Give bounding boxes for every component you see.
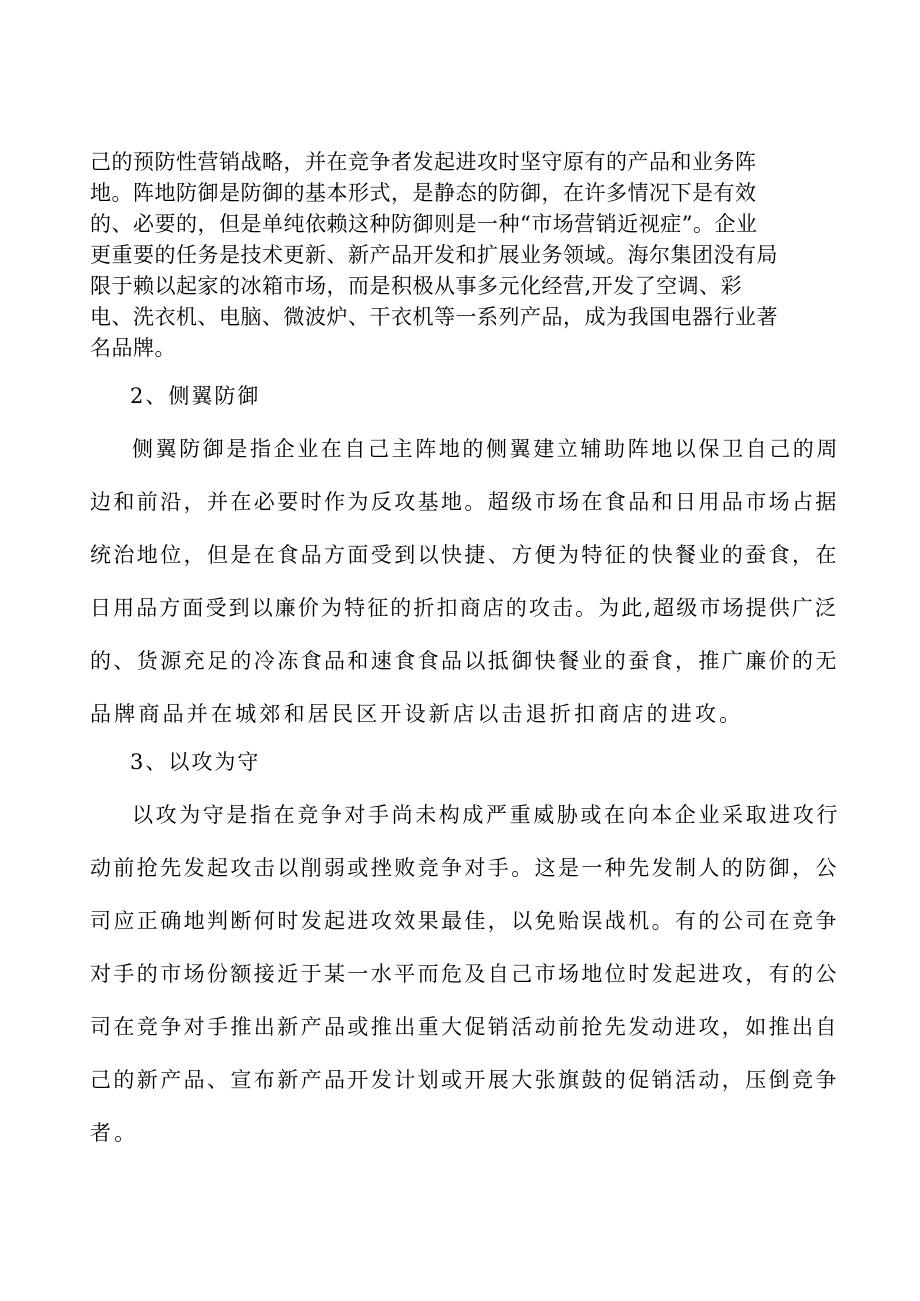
paragraph-line: 司在竞争对手推出新产品或推出重大促销活动前抢先发动进攻，如推出自 [90, 1015, 839, 1039]
paragraph-line: 名品牌。 [90, 336, 176, 360]
paragraph-line: 日用品方面受到以廉价为特征的折扣商店的攻击。为此,超级市场提供广泛 [90, 596, 838, 620]
paragraph-line: 限于赖以起家的冰箱市场，而是积极从事多元化经营,开发了空调、彩 [90, 274, 743, 298]
paragraph-line: 的、货源充足的冷冻食品和速食食品以抵御快餐业的蚕食，推广廉价的无 [90, 649, 839, 673]
paragraph-line: 更重要的任务是技术更新、新产品开发和扩展业务领域。海尔集团没有局 [90, 243, 778, 267]
paragraph-line: 司应正确地判断何时发起进攻效果最佳，以免贻误战机。有的公司在竞争 [90, 909, 839, 933]
paragraph-line: 边和前沿，并在必要时作为反攻基地。超级市场在食品和日用品市场占据 [90, 490, 839, 514]
paragraph-line: 的、必要的，但是单纯依赖这种防御则是一种“市场营销近视症”。企业 [90, 212, 758, 236]
paragraph-line: 电、洗衣机、电脑、微波炉、干衣机等一系列产品，成为我国电器行业著 [90, 305, 778, 329]
paragraph-line: 侧翼防御是指企业在自己主阵地的侧翼建立辅助阵地以保卫自己的周 [132, 437, 840, 461]
section-heading-2: 2、侧翼防御 [130, 384, 261, 408]
paragraph-line: 品牌商品并在城郊和居民区开设新店以击退折扣商店的进攻。 [90, 702, 744, 726]
paragraph-line: 统治地位，但是在食品方面受到以快捷、方便为特征的快餐业的蚕食，在 [90, 543, 839, 567]
paragraph-line: 对手的市场份额接近于某一水平而危及自己市场地位时发起进攻，有的公 [90, 962, 839, 986]
paragraph-line: 己的新产品、宣布新产品开发计划或开展大张旗鼓的促销活动，压倒竞争 [90, 1068, 839, 1092]
section-heading-3: 3、以攻为守 [130, 750, 261, 774]
paragraph-line: 己的预防性营销战略，并在竞争者发起进攻时坚守原有的产品和业务阵 [90, 150, 757, 174]
paragraph-line: 地。阵地防御是防御的基本形式，是静态的防御，在许多情况下是有效 [90, 181, 757, 205]
paragraph-line: 以攻为守是指在竞争对手尚未构成严重威胁或在向本企业采取进攻行 [132, 803, 840, 827]
paragraph-line: 动前抢先发起攻击以削弱或挫败竞争对手。这是一种先发制人的防御，公 [90, 856, 839, 880]
paragraph-line: 者。 [90, 1121, 139, 1145]
